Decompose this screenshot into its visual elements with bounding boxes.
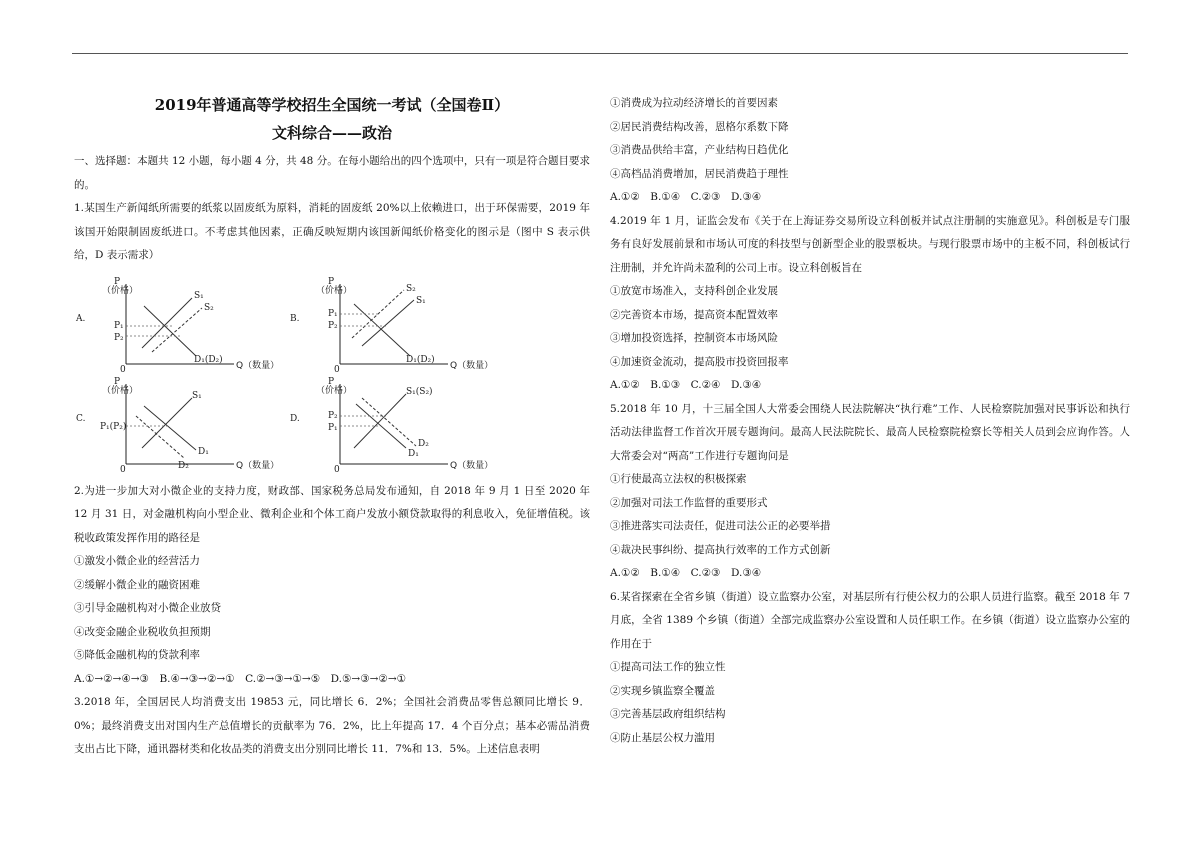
curve-label: S₂ [204,302,214,313]
curve-label: D₁(D₂) [194,354,223,365]
q5-item: ③推进落实司法责任，促进司法公正的必要举措 [610,520,831,532]
q4-item: ③增加投资选择，控制资本市场风险 [610,332,778,344]
axis-p: P [114,376,121,387]
curve-label: S₁ [416,295,426,306]
section-intro: 一、选择题：本题共 12 小题，每小题 4 分，共 48 分。在每小题给出的四个选项中，只有一项是符合题目要求的。 [74,155,590,191]
q6-item: ①提高司法工作的独立性 [610,661,726,673]
graph-letter: D. [290,413,300,424]
q-label: Q（数量） [450,460,494,471]
q6-item: ④防止基层公权力滥用 [610,731,715,744]
curve-label: D₁ [198,446,209,457]
q2-options: A.①→②→④→③ B.④→③→②→① C.②→③→①→⑤ D.⑤→③→②→① [74,672,407,685]
q2-item: ④改变金融企业税收负担预期 [74,625,211,638]
q3-options: A.①② B.①④ C.②③ D.③④ [610,191,762,203]
price-label: （价格） [316,385,353,396]
curve-label: D₂ [178,460,189,471]
q3-item: ④高档品消费增加，居民消费趋于理性 [610,167,789,180]
curve-label: D₂ [418,438,429,449]
axis-p: P [328,376,335,387]
origin: 0 [120,364,126,375]
q2-item: ⑤降低金融机构的贷款利率 [74,649,200,661]
q3-stem: 3.2018 年，全国居民人均消费支出 19853 元，同比增长 6．2%；全国社会消费品零售总额同比增长 9．0%；最终消费支出对国内生产总值增长的贡献率为 76．2%，比上年提高 17．4 个百分点；基本必需品消费支出占比下降，通讯器材类和化妆品类的消费支出分别同比增长 11．7%和 13．5%。上述信息表明 [74,696,590,755]
curve-label: S₁ [194,290,204,301]
price-label: （价格） [316,285,353,296]
right-column [610,92,1130,750]
q4-options: A.①② B.①③ C.②④ D.③④ [610,379,762,391]
price-label: （价格） [102,385,139,396]
q4-stem: 4.2019 年 1 月，证监会发布《关于在上海证券交易所设立科创板并试点注册制的实施意见》。科创板是专门服务有良好发展前景和市场认可度的科技型与创新型企业的股票板块。与现行股票市场中的主板不同，科创板试行注册制，并允许尚未盈利的公司上市。设立科创板旨在 [610,214,1130,274]
price-tick: P₂ [328,320,338,331]
q6-item: ③完善基层政府组织结构 [610,708,726,720]
q1-stem: 1.某国生产新闻纸所需要的纸浆以固废纸为原料，消耗的固废纸 20%以上依赖进口，出于环保需要，2019 年该国开始限制固废纸进口。不考虑其他因素，正确反映短期内该国新闻纸价格变化的图示是（图中 S 表示供给，D 表示需求） [74,202,590,261]
q-label: Q（数量） [236,360,280,371]
origin: 0 [120,464,126,475]
left-column [74,92,590,762]
q2-item: ②缓解小微企业的融资困难 [74,578,200,591]
curve-label: S₁ [192,390,202,401]
exam-subtitle: 文科综合——政治 [271,124,392,142]
curve-label: D₁(D₂) [406,354,435,365]
q5-options: A.①② B.①④ C.②③ D.③④ [610,567,762,579]
q5-item: ①行使最高立法权的积极探索 [610,473,747,485]
axis-p: P [328,276,335,287]
price-tick: P₁(P₂) [100,421,127,432]
q6-item: ②实现乡镇监察全覆盖 [610,684,715,697]
q2-item: ③引导金融机构对小微企业放贷 [74,602,221,614]
q1-graphs [74,268,590,480]
q2-item: ①激发小微企业的经营活力 [74,555,200,567]
graph-b [288,276,528,376]
q3-item: ①消费成为拉动经济增长的首要因素 [610,97,778,109]
graph-d [288,376,528,476]
price-label: （价格） [102,285,139,296]
graph-c [74,376,314,476]
price-tick: P₂ [114,332,124,343]
q5-item: ②加强对司法工作监督的重要形式 [610,496,768,509]
header-rule [72,53,1128,54]
graph-a [74,276,314,376]
graph-letter: A. [76,313,86,324]
q-label: Q（数量） [450,360,494,371]
q4-item: ①放宽市场准入，支持科创企业发展 [610,285,778,297]
q3-item: ③消费品供给丰富，产业结构日趋优化 [610,144,789,156]
axis-p: P [114,276,121,287]
q4-item: ④加速资金流动，提高股市投资回报率 [610,355,789,368]
price-tick: P₁ [328,422,338,433]
curve-label: S₂ [406,283,416,294]
curve-label: D₁ [408,448,419,459]
exam-title: 2019年普通高等学校招生全国统一考试（全国卷Ⅱ） [154,96,510,114]
q4-item: ②完善资本市场，提高资本配置效率 [610,308,778,321]
curve-label: S₁(S₂) [406,386,433,397]
q-label: Q（数量） [236,460,280,471]
graph-letter: C. [76,413,86,424]
origin: 0 [334,364,340,375]
price-tick: P₂ [328,410,338,421]
origin: 0 [334,464,340,475]
price-tick: P₁ [114,320,124,331]
q5-item: ④裁决民事纠纷、提高执行效率的工作方式创新 [610,543,831,556]
q3-item: ②居民消费结构改善，恩格尔系数下降 [610,120,789,133]
q6-stem: 6.某省探索在全省乡镇（街道）设立监察办公室，对基层所有行使公权力的公职人员进行监察。截至 2018 年 7 月底，全省 1389 个乡镇（街道）全部完成监察办公室设置和人员任职工作。在乡镇（街道）设立监察办公室的作用在于 [610,590,1130,650]
q5-stem: 5.2018 年 10 月，十三届全国人大常委会围绕人民法院解决“执行难”工作、人民检察院加强对民事诉讼和执行活动法律监督工作首次开展专题询问。最高人民法院院长、最高人民检察院检察长等相关人员到会应询作答。人大常委会对“两高”工作进行专题询问是 [610,402,1130,462]
graph-letter: B. [290,313,300,324]
price-tick: P₁ [328,308,338,319]
q2-stem: 2.为进一步加大对小微企业的支持力度，财政部、国家税务总局发布通知，自 2018 年 9 月 1 日至 2020 年 12 月 31 日，对金融机构向小型企业、微利企业和个体工商户发放小额贷款取得的利息收入，免征增值税。该税收政策发挥作用的路径是 [74,484,590,544]
